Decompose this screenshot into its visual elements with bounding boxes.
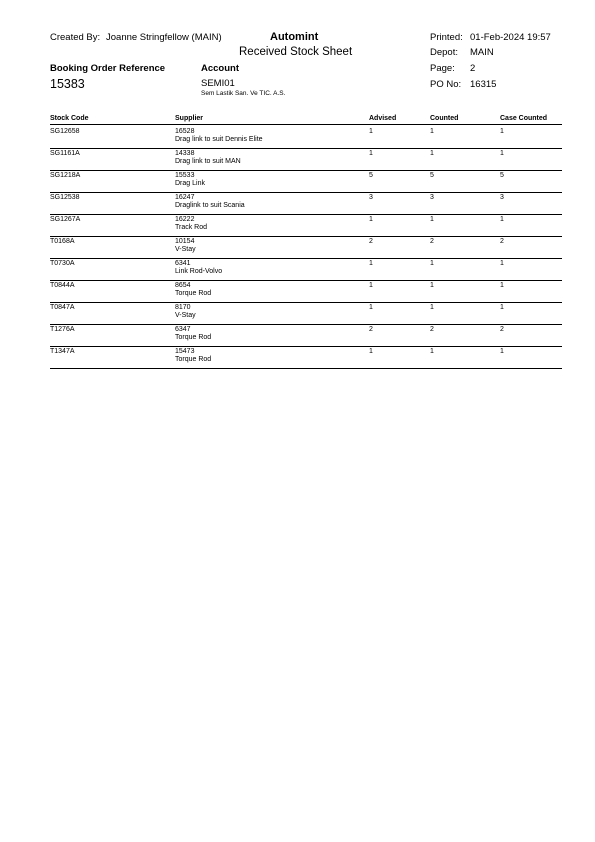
table-row bbox=[50, 236, 562, 258]
case-counted-cell: 3 bbox=[500, 194, 504, 201]
counted-cell: 3 bbox=[430, 194, 434, 201]
supplier-code-cell: 16222 bbox=[175, 216, 195, 223]
advised-cell: 1 bbox=[369, 260, 373, 267]
case-counted-cell: 1 bbox=[500, 260, 504, 267]
created-by-value: Joanne Stringfellow (MAIN) bbox=[106, 32, 222, 43]
table-row bbox=[50, 170, 562, 192]
counted-cell: 1 bbox=[430, 216, 434, 223]
stock-code-cell: T0730A bbox=[50, 260, 75, 267]
printed-value: 01-Feb-2024 19:57 bbox=[470, 32, 551, 43]
counted-cell: 1 bbox=[430, 128, 434, 135]
account-label: Account bbox=[201, 63, 239, 74]
created-by-label: Created By: bbox=[50, 32, 101, 43]
description-cell: Link Rod-Volvo bbox=[175, 268, 223, 275]
depot-label: Depot: bbox=[430, 47, 458, 58]
po-value: 16315 bbox=[470, 79, 497, 90]
supplier-code-cell: 16528 bbox=[175, 128, 195, 135]
description-cell: Torque Rod bbox=[175, 290, 212, 297]
counted-cell: 1 bbox=[430, 150, 434, 157]
sheet-title: Received Stock Sheet bbox=[239, 46, 353, 58]
supplier-code-cell: 16247 bbox=[175, 194, 195, 201]
description-cell: Drag Link bbox=[175, 180, 205, 187]
row-divider bbox=[50, 368, 562, 369]
table-row bbox=[50, 148, 562, 170]
po-label: PO No: bbox=[430, 79, 462, 90]
counted-cell: 1 bbox=[430, 260, 434, 267]
account-code: SEMI01 bbox=[201, 78, 235, 89]
table-row bbox=[50, 258, 562, 280]
booking-ref-label: Booking Order Reference bbox=[50, 63, 166, 74]
advised-cell: 1 bbox=[369, 150, 373, 157]
header-rule bbox=[50, 124, 562, 125]
advised-cell: 1 bbox=[369, 216, 373, 223]
col-case-counted: Case Counted bbox=[500, 115, 548, 122]
description-cell: V-Stay bbox=[175, 246, 196, 253]
page-value: 2 bbox=[470, 63, 476, 74]
page-label: Page: bbox=[430, 63, 455, 74]
supplier-code-cell: 6341 bbox=[175, 260, 191, 267]
stock-code-cell: SG12538 bbox=[50, 194, 80, 201]
advised-cell: 1 bbox=[369, 282, 373, 289]
table-row bbox=[50, 126, 562, 148]
table-row bbox=[50, 346, 562, 368]
account-name: Sem Lastik San. Ve TIC. A.S. bbox=[201, 90, 286, 97]
col-advised: Advised bbox=[369, 115, 397, 122]
company-name: Automint bbox=[270, 31, 319, 43]
case-counted-cell: 1 bbox=[500, 282, 504, 289]
case-counted-cell: 2 bbox=[500, 238, 504, 245]
description-cell: Track Rod bbox=[175, 224, 208, 231]
stock-code-cell: SG1218A bbox=[50, 172, 81, 179]
case-counted-cell: 1 bbox=[500, 304, 504, 311]
advised-cell: 1 bbox=[369, 348, 373, 355]
supplier-code-cell: 15473 bbox=[175, 348, 195, 355]
counted-cell: 2 bbox=[430, 238, 434, 245]
table-row bbox=[50, 302, 562, 324]
col-supplier: Supplier bbox=[175, 115, 204, 122]
case-counted-cell: 1 bbox=[500, 150, 504, 157]
table-row bbox=[50, 324, 562, 346]
stock-code-cell: SG1267A bbox=[50, 216, 81, 223]
description-cell: Torque Rod bbox=[175, 356, 212, 363]
case-counted-cell: 5 bbox=[500, 172, 504, 179]
advised-cell: 1 bbox=[369, 304, 373, 311]
stock-code-cell: T0844A bbox=[50, 282, 75, 289]
advised-cell: 5 bbox=[369, 172, 373, 179]
supplier-code-cell: 15533 bbox=[175, 172, 195, 179]
case-counted-cell: 2 bbox=[500, 326, 504, 333]
table-row bbox=[50, 280, 562, 302]
case-counted-cell: 1 bbox=[500, 348, 504, 355]
depot-value: MAIN bbox=[470, 47, 494, 58]
printed-label: Printed: bbox=[430, 32, 463, 43]
counted-cell: 1 bbox=[430, 304, 434, 311]
description-cell: Draglink to suit Scania bbox=[175, 202, 245, 209]
col-stock-code: Stock Code bbox=[50, 115, 89, 122]
supplier-code-cell: 6347 bbox=[175, 326, 191, 333]
advised-cell: 2 bbox=[369, 238, 373, 245]
stock-code-cell: T1347A bbox=[50, 348, 75, 355]
advised-cell: 2 bbox=[369, 326, 373, 333]
counted-cell: 2 bbox=[430, 326, 434, 333]
supplier-code-cell: 14338 bbox=[175, 150, 195, 157]
case-counted-cell: 1 bbox=[500, 216, 504, 223]
description-cell: Drag link to suit MAN bbox=[175, 158, 241, 165]
supplier-code-cell: 8654 bbox=[175, 282, 191, 289]
supplier-code-cell: 8170 bbox=[175, 304, 191, 311]
advised-cell: 1 bbox=[369, 128, 373, 135]
counted-cell: 1 bbox=[430, 282, 434, 289]
stock-code-cell: SG1161A bbox=[50, 150, 80, 157]
description-cell: Drag link to suit Dennis Elite bbox=[175, 136, 263, 143]
counted-cell: 5 bbox=[430, 172, 434, 179]
table-row bbox=[50, 192, 562, 214]
stock-code-cell: T1276A bbox=[50, 326, 75, 333]
description-cell: V-Stay bbox=[175, 312, 196, 319]
table-row bbox=[50, 214, 562, 236]
col-counted: Counted bbox=[430, 115, 459, 122]
supplier-code-cell: 10154 bbox=[175, 238, 195, 245]
stock-code-cell: SG12658 bbox=[50, 128, 80, 135]
stock-code-cell: T0168A bbox=[50, 238, 75, 245]
description-cell: Torque Rod bbox=[175, 334, 212, 341]
booking-ref-value: 15383 bbox=[50, 77, 85, 91]
advised-cell: 3 bbox=[369, 194, 373, 201]
stock-code-cell: T0847A bbox=[50, 304, 75, 311]
case-counted-cell: 1 bbox=[500, 128, 504, 135]
counted-cell: 1 bbox=[430, 348, 434, 355]
